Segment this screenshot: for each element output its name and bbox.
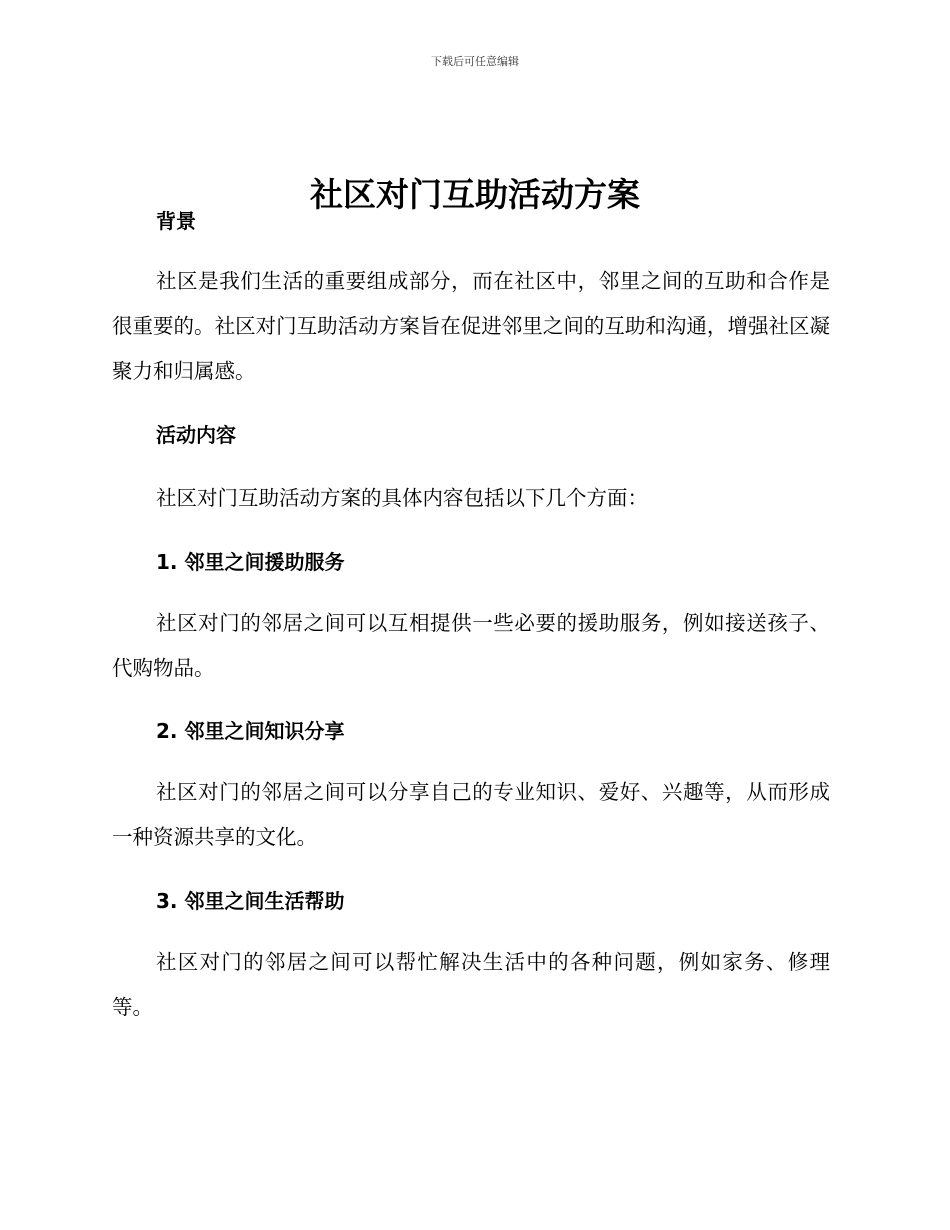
section-heading-activity: 活动内容: [156, 423, 236, 447]
item-heading-assistance: 1. 邻里之间援助服务: [156, 550, 345, 574]
document-title: 社区对门互助活动方案: [310, 175, 640, 215]
section-paragraph-background: 社区是我们生活的重要组成部分，而在社区中，邻里之间的互助和合作是很重要的。社区对门互助活动方案旨在促进邻里之间的互助和沟通，增强社区凝聚力和归属感。: [112, 269, 830, 383]
item-paragraph-assistance: 社区对门的邻居之间可以互相提供一些必要的援助服务，例如接送孩子、代购物品。: [112, 611, 830, 680]
item-paragraph-life-help: 社区对门的邻居之间可以帮忙解决生活中的各种问题，例如家务、修理等。: [112, 950, 830, 1019]
section-heading-background: 背景: [156, 209, 196, 233]
section-paragraph-activity: 社区对门互助活动方案的具体内容包括以下几个方面：: [156, 486, 648, 510]
header-note: 下载后可任意编辑: [431, 55, 519, 68]
item-heading-knowledge-sharing: 2. 邻里之间知识分享: [156, 719, 345, 743]
document-body: [112, 204, 830, 1030]
item-heading-life-help: 3. 邻里之间生活帮助: [156, 889, 345, 913]
item-paragraph-knowledge-sharing: 社区对门的邻居之间可以分享自己的专业知识、爱好、兴趣等，从而形成一种资源共享的文化。: [112, 780, 830, 849]
